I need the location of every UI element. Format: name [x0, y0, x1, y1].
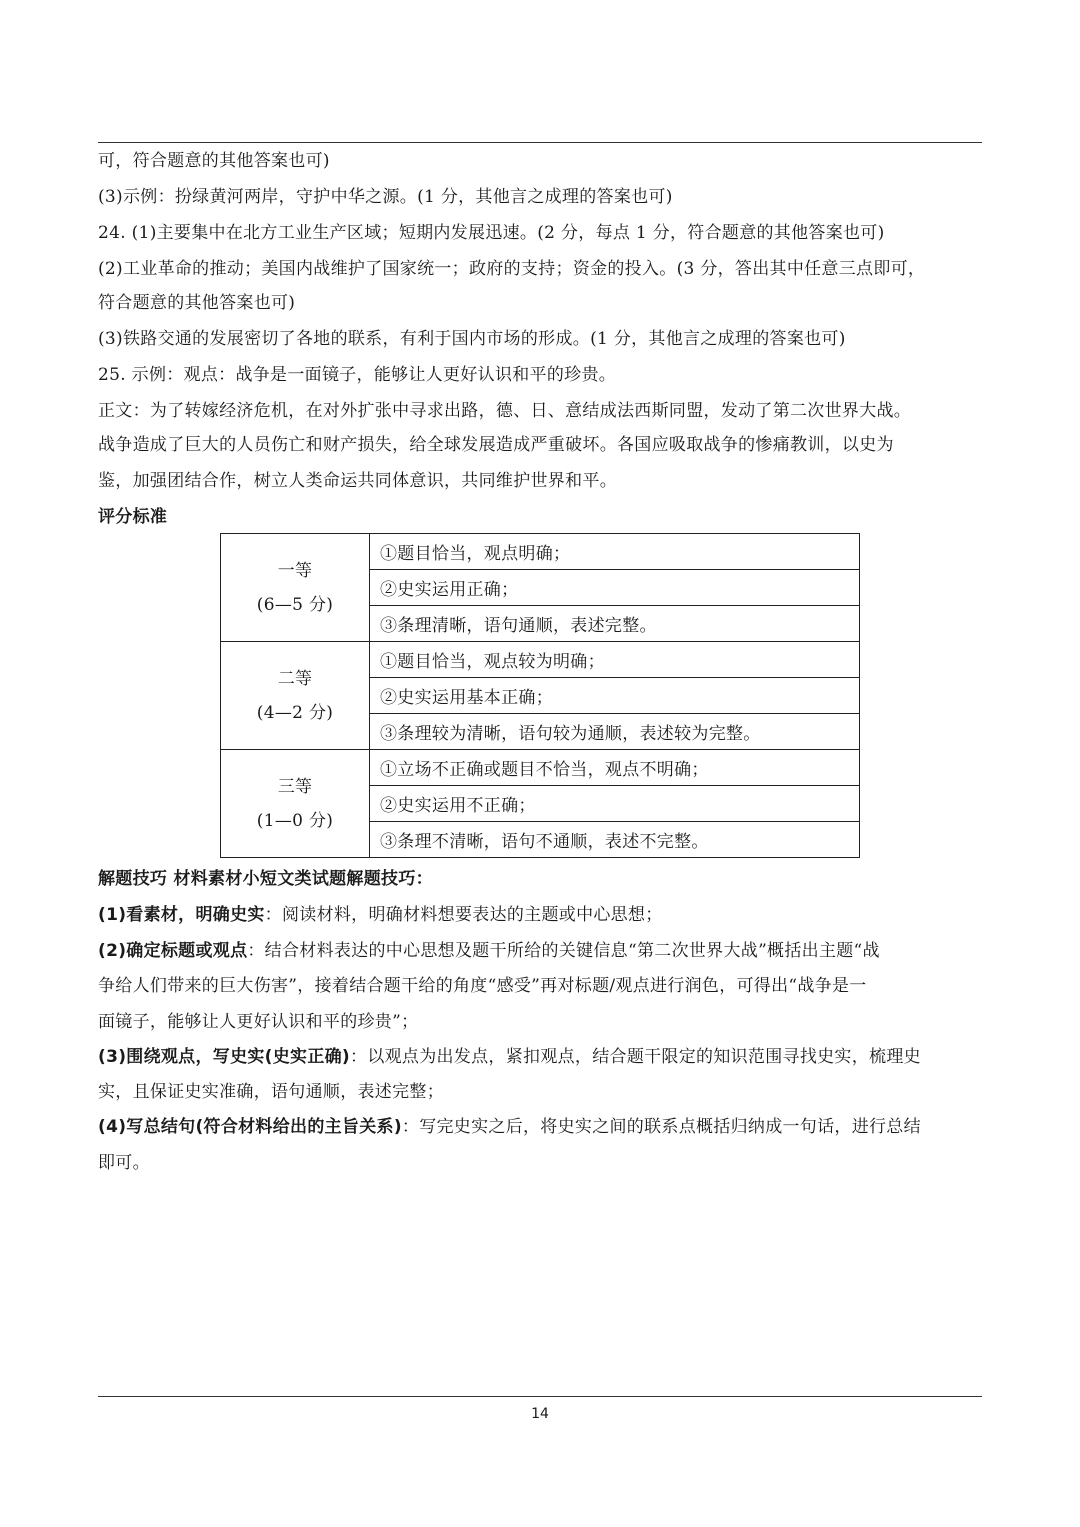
criterion-cell: ①题目恰当，观点明确； [370, 534, 860, 570]
grade-name: 三等 [277, 776, 313, 797]
tip-2 [98, 940, 982, 962]
header-rule [98, 142, 982, 143]
answer-line-25-body-1: 正文：为了转嫁经济危机，在对外扩张中寻求出路，德、日、意结成法西斯同盟，发动了第二次世界大战。 [98, 401, 912, 421]
tip-2-text: ：结合材料表达的中心思想及题干所给的关键信息“第二次世界大战”概括出主题“战 [247, 941, 880, 961]
criterion-cell: ①题目恰当，观点较为明确； [370, 642, 860, 678]
criterion-cell: ②史实运用正确； [370, 570, 860, 606]
answer-line-25-body-2: 战争造成了巨大的人员伤亡和财产损失，给全球发展造成严重破坏。各国应吸取战争的惨痛教训，以史为 [98, 435, 894, 455]
tip-3-continued: 实，且保证史实准确，语句通顺，表述完整； [98, 1082, 444, 1102]
tip-1-text: ：阅读材料，明确材料想要表达的主题或中心思想； [264, 905, 663, 925]
tip-4 [98, 1116, 982, 1138]
grade-range: (4—2 分) [256, 702, 334, 723]
tip-4-lead: (4)写总结句(符合材料给出的主旨关系) [98, 1117, 402, 1137]
grade-name: 一等 [277, 560, 313, 581]
criterion-cell: ③条理不清晰，语句不通顺，表述不完整。 [370, 822, 860, 858]
tip-3-lead: (3)围绕观点，写史实(史实正确) [98, 1047, 351, 1067]
answer-line-23-3: (3)示例：扮绿黄河两岸，守护中华之源。(1 分，其他言之成理的答案也可) [98, 187, 673, 207]
answer-line-24-2-continued: 符合题意的其他答案也可) [98, 293, 296, 313]
criterion-cell: ②史实运用基本正确； [370, 678, 860, 714]
grade-name: 二等 [277, 668, 313, 689]
tip-2-continued-2: 面镜子，能够让人更好认识和平的珍贵”； [98, 1012, 419, 1032]
tips-title: 解题技巧 材料素材小短文类试题解题技巧： [98, 869, 433, 889]
criterion-cell: ②史实运用不正确； [370, 786, 860, 822]
tip-1 [98, 904, 982, 926]
grade-cell-second [221, 642, 370, 750]
tip-2-continued-1: 争给人们带来的巨大伤害”，接着结合题干给的角度“感受”再对标题/观点进行润色，可得出“战争是一 [98, 976, 867, 996]
page-number: 14 [531, 1406, 549, 1422]
answer-line-25-body-3: 鉴，加强团结合作，树立人类命运共同体意识，共同维护世界和平。 [98, 471, 617, 491]
answer-line-23-2-continued: 可，符合题意的其他答案也可) [98, 151, 330, 171]
tip-3-text: ：以观点为出发点，紧扣观点，结合题干限定的知识范围寻找史实，梳理史 [350, 1047, 921, 1067]
answer-line-24-2: (2)工业革命的推动；美国内战维护了国家统一；政府的支持；资金的投入。(3 分，答出其中任意三点即可， [98, 259, 926, 279]
grade-range: (6—5 分) [256, 594, 334, 615]
grading-row [221, 534, 860, 570]
tip-4-text: ：写完史实之后，将史实之间的联系点概括归纳成一句话，进行总结 [401, 1117, 921, 1137]
grade-cell-first [221, 534, 370, 642]
tip-1-lead: (1)看素材，明确史实 [98, 905, 265, 925]
answer-line-25-viewpoint: 25. 示例：观点：战争是一面镜子，能够让人更好认识和平的珍贵。 [98, 365, 617, 385]
grading-title: 评分标准 [98, 507, 168, 527]
tip-3 [98, 1046, 982, 1068]
criterion-cell: ①立场不正确或题目不恰当，观点不明确； [370, 750, 860, 786]
criterion-cell: ③条理较为清晰，语句较为通顺，表述较为完整。 [370, 714, 860, 750]
grading-row [221, 642, 860, 678]
grading-row [221, 750, 860, 786]
answer-line-24-1: 24. (1)主要集中在北方工业生产区域；短期内发展迅速。(2 分，每点 1 分，符合题意的其他答案也可) [98, 223, 885, 243]
grading-table [220, 533, 860, 858]
grade-cell-third [221, 750, 370, 858]
footer-rule [98, 1396, 982, 1397]
criterion-cell: ③条理清晰，语句通顺，表述完整。 [370, 606, 860, 642]
answer-line-24-3: (3)铁路交通的发展密切了各地的联系，有利于国内市场的形成。(1 分，其他言之成理的答案也可) [98, 329, 846, 349]
tip-2-lead: (2)确定标题或观点 [98, 941, 248, 961]
tip-4-continued: 即可。 [98, 1153, 150, 1173]
grade-range: (1—0 分) [256, 810, 334, 831]
